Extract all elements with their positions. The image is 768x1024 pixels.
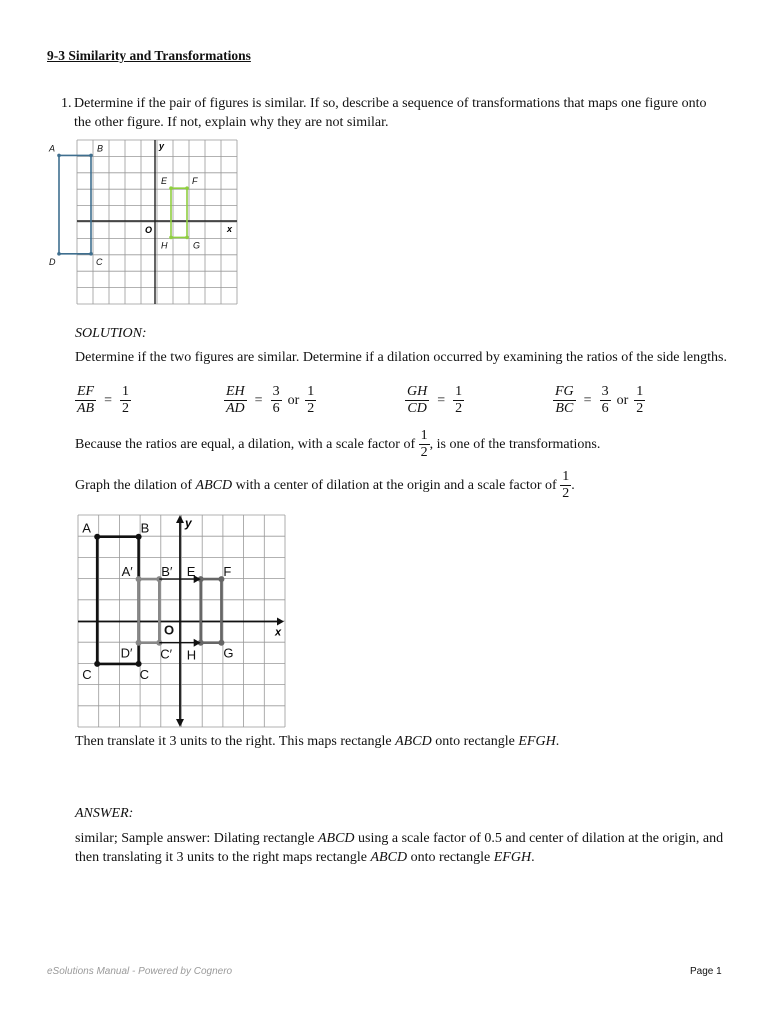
graph-dilation-translation <box>78 515 285 727</box>
translate-line: Then translate it 3 units to the right. This maps rectangle ABCD onto rectangle EFGH. <box>75 734 560 749</box>
label-c: C <box>139 666 149 682</box>
vertex-C <box>89 252 93 256</box>
y-axis-arrow-up <box>176 515 184 523</box>
vertex-dot <box>94 661 100 667</box>
graph2-shapes <box>94 534 224 667</box>
label-E: E <box>161 176 168 187</box>
label-A: A <box>49 143 56 154</box>
y-axis-label: y <box>185 516 192 530</box>
graph1-grid <box>77 140 237 304</box>
y-axis-arrow-down <box>176 719 184 727</box>
question-text: Determine if the pair of figures is similar. If so, describe a sequence of transformations that maps one figure onto the other figure. If not, explain why they are not similar. <box>74 96 707 130</box>
label-h: H <box>186 647 197 663</box>
label-e: E <box>186 564 196 580</box>
vertex-F <box>185 186 189 190</box>
footer-page-number: Page 1 <box>690 966 722 977</box>
label-a: A <box>82 520 91 536</box>
label-G: G <box>193 240 201 251</box>
graph-original-figures <box>49 140 237 304</box>
solution-intro: Determine if the two figures are similar. Determine if a dilation occurred by examining the ratios of the side lengths. <box>75 350 727 365</box>
ratio-gh-cd: $\frac{GH}{CD}$ = $\frac{1}{2}$ <box>407 384 463 416</box>
graph2-labels <box>82 516 282 682</box>
vertex-D <box>57 252 61 256</box>
question-number: 1. <box>61 96 72 111</box>
label-c-prime: C′ <box>160 646 173 662</box>
graph2-grid <box>78 515 285 727</box>
label-B: B <box>97 143 104 154</box>
rectangle-abcd-dilated <box>139 579 160 643</box>
vertex-A <box>57 154 61 158</box>
origin-label: O <box>164 622 175 638</box>
question-1 <box>61 94 721 132</box>
label-b: B <box>140 520 150 536</box>
label-a-prime: A′ <box>121 564 133 580</box>
vertex-H <box>169 236 173 240</box>
x-axis-arrow <box>277 618 284 626</box>
label-d-prime: D′ <box>120 645 133 661</box>
ratio-fg-bc: $\frac{FG}{BC}$ = $\frac{3}{6}$ or $\frac{1}{2}$ <box>555 384 644 416</box>
label-D: D <box>49 256 56 267</box>
ratio-eh-ad: $\frac{EH}{AD}$ = $\frac{3}{6}$ or $\frac{1}{2}$ <box>226 384 315 416</box>
footer-publisher: eSolutions Manual - Powered by Cognero <box>47 966 233 977</box>
origin-label: O <box>145 225 153 235</box>
label-f: F <box>223 564 232 580</box>
vertex-B <box>89 154 93 158</box>
x-axis-label: x <box>227 224 233 234</box>
vertex-dot <box>136 576 142 582</box>
label-g: G <box>223 645 234 661</box>
rectangle-abcd <box>59 155 91 253</box>
answer-text: similar; Sample answer: Dilating rectangle ABCD using a scale factor of 0.5 and center of dilation at the origin, and then translating it 3 units to the right maps rectangle ABCD onto rectangle EFGH. <box>75 831 724 865</box>
vertex-G <box>185 236 189 240</box>
because-line: Because the ratios are equal, a dilation, with a scale factor of $\frac{1}{2}$ , is one of the transformations. <box>75 428 601 460</box>
page-title: 9-3 Similarity and Transformations <box>47 48 251 63</box>
answer-label: ANSWER: <box>75 806 134 821</box>
label-F: F <box>192 176 198 187</box>
graph-dilation-line: Graph the dilation of ABCD with a center of dilation at the origin and a scale factor of $\frac{1}{2}$ . <box>75 469 575 501</box>
x-axis-label: x <box>275 626 282 639</box>
ratio-ef-ab: $\frac{EF}{AB}$ = $\frac{1}{2}$ <box>77 384 130 416</box>
y-axis-label: y <box>159 141 165 151</box>
label-c-left: C <box>82 666 92 682</box>
label-b-prime: B′ <box>161 564 173 580</box>
rectangle-efgh <box>201 579 222 643</box>
solution-label: SOLUTION: <box>75 326 147 341</box>
label-C: C <box>96 256 103 267</box>
label-H: H <box>161 240 168 251</box>
vertex-dot <box>94 534 100 540</box>
vertex-E <box>169 186 173 190</box>
vertex-dot <box>136 640 142 646</box>
